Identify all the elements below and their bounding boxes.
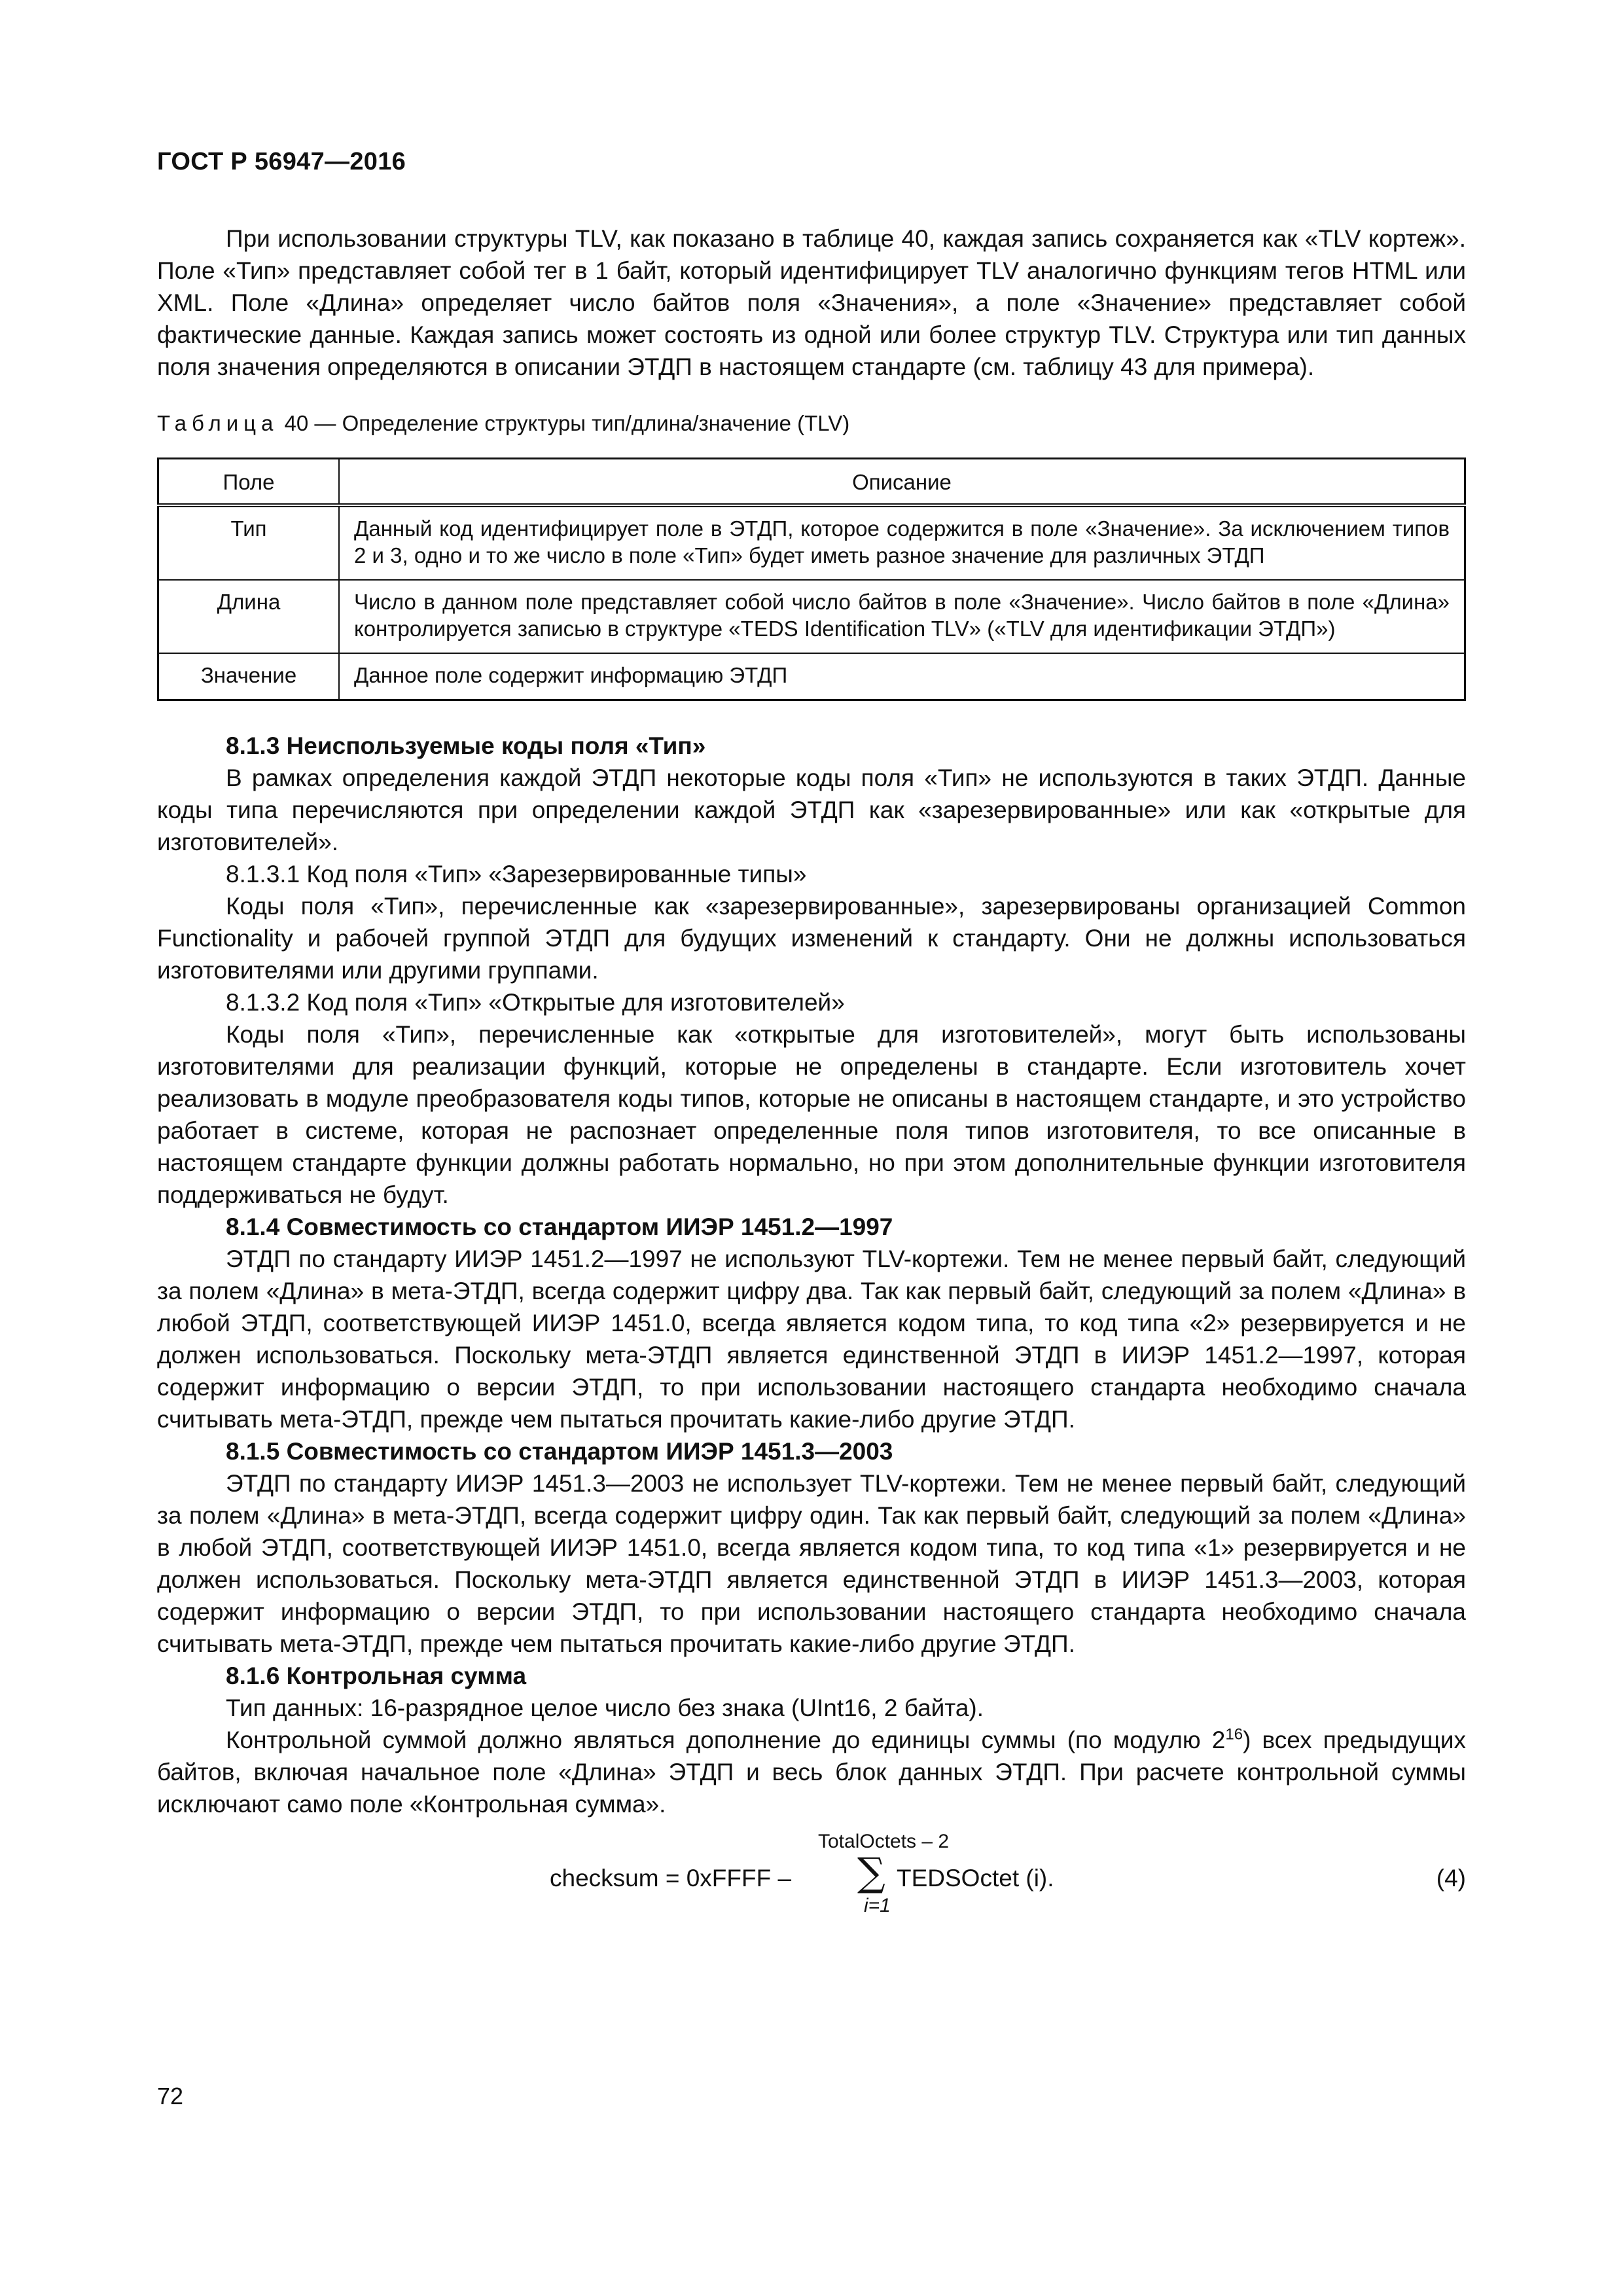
formula-number: (4)	[1436, 1865, 1466, 1892]
formula-lower-limit: i=1	[864, 1895, 891, 1916]
paragraph: Коды поля «Тип», перечисленные как «зарезервированные», зарезервированы организацией Common Functionality и рабочей группой ЭТДП для будущих изменений к стандарту. Они не должны использоваться изготовителями или другими группами.	[157, 893, 1466, 984]
table-row	[158, 653, 1465, 700]
table-caption-text: 40 — Определение структуры тип/длина/значение (TLV)	[278, 411, 850, 435]
paragraph: ЭТДП по стандарту ИИЭР 1451.2—1997 не используют TLV-кортежи. Тем не менее первый байт, следующий за полем «Длина» в мета-ЭТДП, всегда содержит цифру два. Так как первый байт, следующий за полем «Длина» в любой ЭТДП, соответствующей ИИЭР 1451.0, всегда является кодом типа, то код типа «2» резервируется и не должен использоваться. Поскольку мета-ЭТДП является единственной ЭТДП в ИИЭР 1451.2—1997, которая содержит информацию о версии ЭТДП, то при использовании настоящего стандарта необходимо сначала считывать мета-ЭТДП, прежде чем пытаться прочитать какие-либо другие ЭТДП.	[157, 1246, 1466, 1433]
table-row	[158, 580, 1465, 653]
header-field: Поле	[158, 459, 340, 506]
text-after-exponent: ) всех предыдущих байтов, включая начальное поле «Длина» ЭТДП и весь блок данных ЭТДП. При расчете контрольной суммы исключают само поле «Контрольная сумма».	[157, 1727, 1466, 1818]
paragraph: В рамках определения каждой ЭТДП некоторые коды поля «Тип» не используются в таких ЭТДП. Данные коды типа перечисляются при определении каждой ЭТДП как «зарезервированные» или как «открытые для изготовителей».	[157, 764, 1466, 855]
section-heading: 8.1.6 Контрольная сумма	[226, 1662, 527, 1689]
table-caption	[157, 409, 1466, 438]
page-content	[157, 223, 1466, 1922]
table-row	[158, 505, 1465, 580]
row-description: Данное поле содержит информацию ЭТДП	[339, 653, 1465, 700]
sum-symbol: ∑	[857, 1850, 885, 1895]
paragraph: Тип данных: 16-разрядное целое число без знака (UInt16, 2 байта).	[226, 1695, 984, 1721]
section-heading: 8.1.4 Совместимость со стандартом ИИЭР 1451.2—1997	[226, 1213, 893, 1240]
tlv-definition-table	[157, 457, 1466, 701]
subsection-title: 8.1.3.2 Код поля «Тип» «Открытые для изготовителей»	[226, 989, 845, 1016]
text-before-exponent: Контрольной суммой должно являться дополнение до единицы суммы (по модулю 2	[226, 1727, 1226, 1753]
paragraph: Коды поля «Тип», перечисленные как «открытые для изготовителей», могут быть использованы изготовителями для реализации функций, которые не определены в стандарте. Если изготовитель хочет реализовать в модуле преобразователя коды типов, которые не описаны в настоящем стандарте, и это устройство работает в системе, которая не распознает определенные поля типов изготовителя, то все описанные в настоящем стандарте функции должны работать нормально, но при этом дополнительные функции изготовителя поддерживаться не будут.	[157, 1021, 1466, 1208]
section-8-1-6	[157, 1660, 1466, 1820]
page-number: 72	[157, 2083, 184, 2109]
exponent: 16	[1225, 1725, 1243, 1744]
subsection-title: 8.1.3.1 Код поля «Тип» «Зарезервированные типы»	[226, 861, 807, 888]
checksum-formula	[157, 1831, 1466, 1922]
formula-term: TEDSOctet (i).	[897, 1865, 1054, 1892]
section-8-1-4	[157, 1211, 1466, 1435]
row-field: Значение	[158, 653, 340, 700]
formula-lhs: checksum = 0xFFFF –	[550, 1865, 792, 1892]
formula-upper-limit: TotalOctets – 2	[818, 1831, 950, 1852]
table-header-row	[158, 459, 1465, 506]
section-heading: 8.1.3 Неиспользуемые коды поля «Тип»	[226, 732, 706, 759]
section-heading: 8.1.5 Совместимость со стандартом ИИЭР 1451.3—2003	[226, 1438, 893, 1465]
row-field: Длина	[158, 580, 340, 653]
row-field: Тип	[158, 505, 340, 580]
row-description: Данный код идентифицирует поле в ЭТДП, которое содержится в поле «Значение». За исключением типов 2 и 3, одно и то же число в поле «Тип» будет иметь разное значение для различных ЭТДП	[339, 505, 1465, 580]
section-8-1-5	[157, 1435, 1466, 1660]
intro-paragraph: При использовании структуры TLV, как показано в таблице 40, каждая запись сохраняется как «TLV кортеж». Поле «Тип» представляет собой тег в 1 байт, который идентифицирует TLV аналогично функциям тегов HTML или XML. Поле «Длина» определяет число байтов поля «Значения», а поле «Значение» представляет собой фактические данные. Каждая запись может состоять из одной или более структур TLV. Структура или тип данных поля значения определяются в описании ЭТДП в настоящем стандарте (см. таблицу 43 для примера).	[157, 225, 1466, 380]
paragraph	[157, 1724, 1466, 1820]
row-description: Число в данном поле представляет собой число байтов в поле «Значение». Число байтов в поле «Длина» контролируется записью в структуре «TEDS Identification TLV» («TLV для идентификации ЭТДП»)	[339, 580, 1465, 653]
table-caption-label: Таблица	[157, 411, 279, 435]
document-header: ГОСТ Р 56947—2016	[157, 148, 406, 175]
paragraph: ЭТДП по стандарту ИИЭР 1451.3—2003 не использует TLV-кортежи. Тем не менее первый байт, следующий за полем «Длина» в мета-ЭТДП, всегда содержит цифру один. Так как первый байт, следующий за полем «Длина» в любой ЭТДП, соответствующей ИИЭР 1451.0, всегда является кодом типа, то код типа «1» резервируется и не должен использоваться. Поскольку мета-ЭТДП является единственной ЭТДП в ИИЭР 1451.3—2003, которая содержит информацию о версии ЭТДП, то при использовании настоящего стандарта необходимо сначала считывать мета-ЭТДП, прежде чем пытаться прочитать какие-либо другие ЭТДП.	[157, 1470, 1466, 1657]
header-description: Описание	[339, 459, 1465, 506]
section-8-1-3	[157, 730, 1466, 1211]
